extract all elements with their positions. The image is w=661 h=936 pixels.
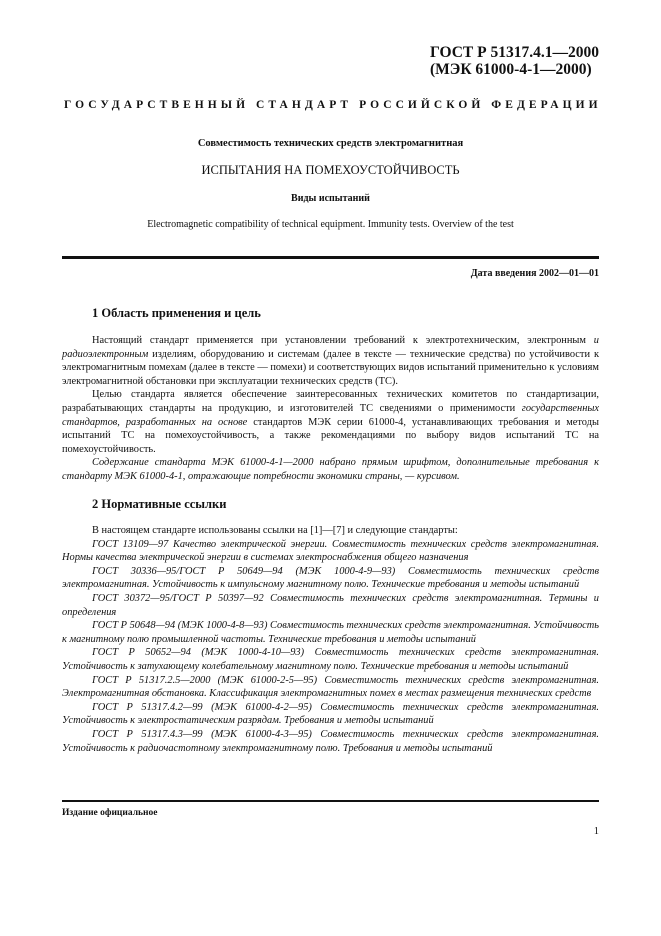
section-2-heading: 2 Нормативные ссылки [92,497,227,511]
reference-item: ГОСТ 30336—95/ГОСТ Р 50649—94 (МЭК 1000-4-9—93) Совместимость технических средств электромагнитная. Устойчивость к импульсному магнитному полю. Технические требования и методы испытаний [62,565,599,591]
official-edition-label: Издание официальное [62,808,158,818]
document-number [430,44,599,78]
section-1-body [62,334,599,484]
standard-english-title: Electromagnetic compatibility of technical equipment. Immunity tests. Overview of the test [147,219,514,230]
paragraph [62,388,599,456]
gost-number: ГОСТ Р 51317.4.1—2000 [430,44,599,61]
standard-sub-title: Виды испытаний [291,193,370,204]
reference-item: ГОСТ 13109—97 Качество электрической энергии. Совместимость технических средств электромагнитная. Нормы качества электрической энергии в системах электроснабжения общего назначения [62,538,599,564]
text-run: стандартов МЭК серии 61000-4, устанавливающих требования и методы испытаний ТС на помехоустойчивость, а также рекомендациями по выбору видов испытаний ТС на помехоустойчивость. [62,416,599,455]
standard-subject: Совместимость технических средств электромагнитная [197,138,464,149]
page-number: 1 [593,826,599,837]
section-1-heading: 1 Область применения и цель [92,306,261,320]
reference-item: ГОСТ Р 51317.2.5—2000 (МЭК 61000-2-5—95) Совместимость технических средств электромагнитная. Электромагнитная обстановка. Классификация электромагнитных помех в местах размещения технических средств [62,674,599,700]
introduction-date: Дата введения 2002—01—01 [470,268,599,279]
state-standard-title: ГОСУДАРСТВЕННЫЙ СТАНДАРТ РОССИЙСКОЙ ФЕДЕРАЦИИ [64,99,602,111]
paragraph-italic-note: Содержание стандарта МЭК 61000-4-1—2000 набрано прямым шрифтом, дополнительные требования к стандарту МЭК 61000-4-1, отражающие потребности экономики страны, — курсивом. [62,457,599,482]
reference-item: ГОСТ Р 50652—94 (МЭК 1000-4-10—93) Совместимость технических средств электромагнитная. Устойчивость к затухающему колебательному магнитному полю. Технические требования и методы испытаний [62,647,599,672]
italic-text-run: и радиоэлектронным [62,335,599,360]
reference-item: ГОСТ Р 50648—94 (МЭК 1000-4-8—93) Совместимость технических средств электромагнитная. Устойчивость к магнитному полю промышленной частоты. Технические требования и методы испытаний [62,620,599,645]
text-run: Целью стандарта является обеспечение заинтересованных технических комитетов по стандартизации, разрабатывающих стандарты на продукцию, и изготовителей ТС сведениями о применимости [62,389,599,414]
iec-number: (МЭК 61000-4-1—2000) [430,61,592,78]
paragraph [62,334,599,388]
text-run: изделиям, оборудованию и системам (далее в тексте — технические средства) по устойчивости к электромагнитным помехам (далее в тексте — помехи) и соответствующих видов испытаний применительно к условиям электромагнитной обстановки при эксплуатации технических средств (ТС). [62,348,599,387]
reference-item: ГОСТ 30372—95/ГОСТ Р 50397—92 Совместимость технических средств электромагнитная. Термины и определения [62,592,599,618]
reference-item: ГОСТ Р 51317.4.2—99 (МЭК 61000-4-2—95) Совместимость технических средств электромагнитная. Устойчивость к электростатическим разрядам. Требования и методы испытаний [62,701,599,727]
reference-item: ГОСТ Р 51317.4.3—99 (МЭК 61000-4-3—95) Совместимость технических средств электромагнитная. Устойчивость к радиочастотному электромагнитному полю. Требования и методы испытаний [62,728,599,754]
title-divider [62,256,599,259]
references-intro: В настоящем стандарте использованы ссылки на [1]—[7] и следующие стандарты: [92,525,458,536]
italic-text-run: государственных стандартов, разработанных на основе [62,402,599,428]
standard-main-title: ИСПЫТАНИЯ НА ПОМЕХОУСТОЙЧИВОСТЬ [201,163,460,177]
text-run: Настоящий стандарт применяется при установлении требований к электротехническим, электронным [92,335,594,346]
section-2-body [62,524,599,755]
footer-divider [62,800,599,802]
